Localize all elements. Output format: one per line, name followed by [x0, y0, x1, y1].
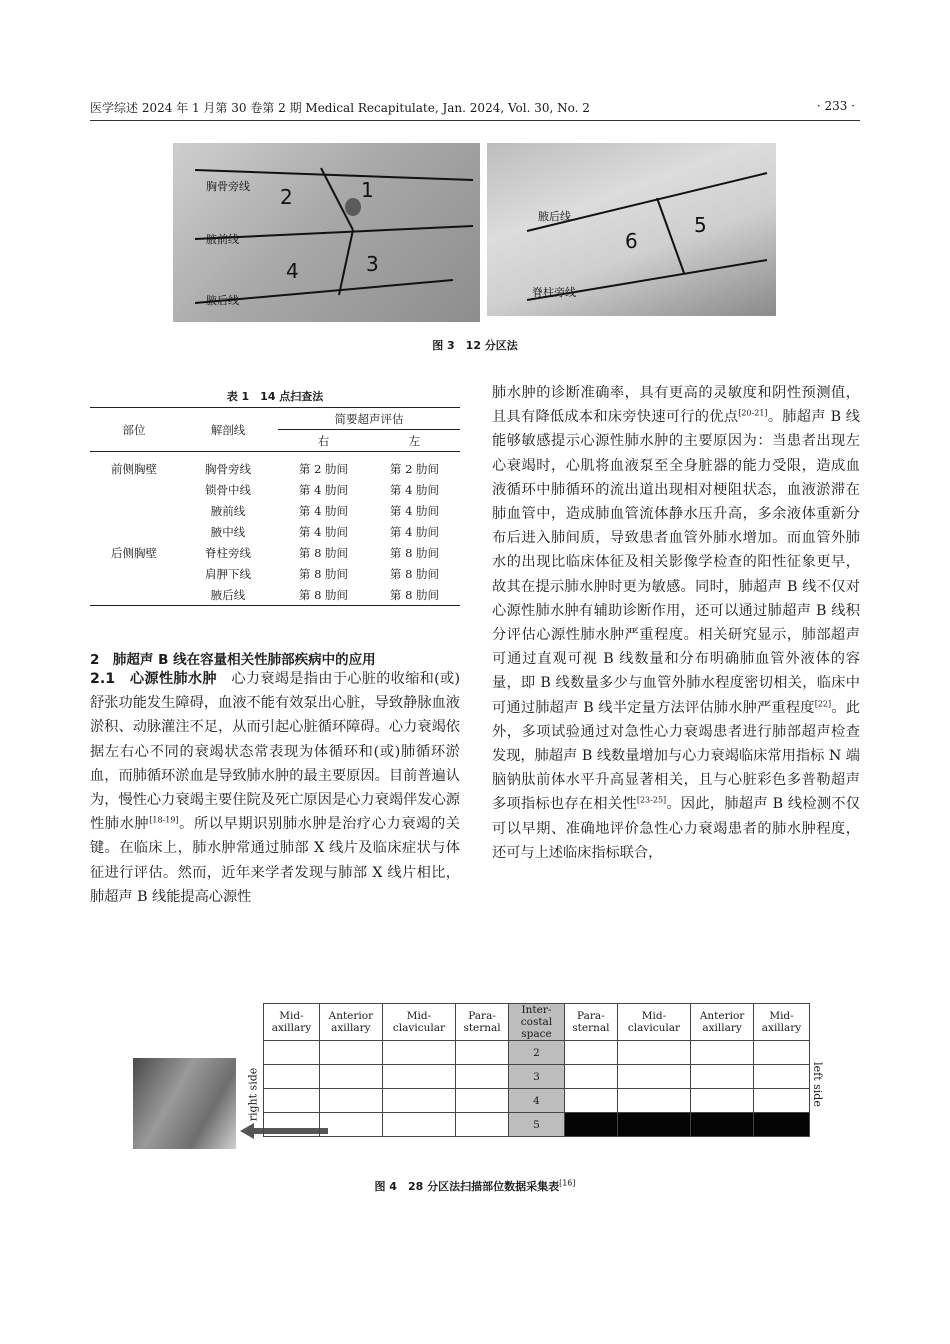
cell-part	[90, 563, 178, 584]
zone-6: 6	[625, 229, 638, 253]
table-row	[264, 1113, 810, 1137]
col-header: Mid- axillary	[264, 1004, 320, 1041]
cell-line: 胸骨旁线	[205, 461, 251, 476]
cell-line: 锁骨中线	[205, 482, 251, 497]
zone-divider-upper	[321, 168, 353, 230]
cell-left: 第 8 肋间	[369, 584, 460, 606]
cell-left: 第 4 肋间	[389, 482, 440, 497]
running-header: 医学综述 2024 年 1 月第 30 卷第 2 期 Medical Recapitulate, Jan. 2024, Vol. 30, No. 2	[90, 101, 590, 115]
cell-left: 第 2 肋间	[389, 461, 440, 476]
table-row	[264, 1041, 810, 1065]
cell-part: 后侧胸壁	[111, 545, 157, 560]
citation: [23-25]	[636, 795, 667, 805]
col-header: Mid- clavicular	[382, 1004, 455, 1041]
citation: [18-19]	[149, 815, 179, 825]
cell-right: 第 4 肋间	[298, 524, 349, 539]
col-header-intercostal: Inter-costal space	[508, 1004, 564, 1041]
zone-divider-lower	[339, 230, 353, 295]
space-number: 2	[508, 1041, 564, 1065]
space-number: 5	[508, 1113, 564, 1137]
label-posterior-axillary-back: 腋后线	[538, 210, 571, 223]
cell-left: 第 8 肋间	[389, 566, 440, 581]
paragraph-text: 。肺超声 B 线能够敏感提示心源性肺水肿的主要原因为：当患者出现左心衰竭时，心肌将血液泵至全身脏器的能力受限，造成血液循环中肺循环的流出道出现相对梗阻状态，血液淤滞在肺血管中，造成肺血管流体静水压升高，多余液体重新分布后进入肺间质，导致患者血管外肺水增加。而血管外肺水的出现比临床体征及相关影像学检查的阳性征象更早，故其在提示肺水肿时更为敏感。同时，肺超声 B 线不仅对心源性肺水肿有辅助诊断作用，还可以通过肺超声 B 线积分评估心源性肺水肿严重程度。相关研究显示，肺部超声可通过直观可视 B 线数量和分布明确肺血管外液体的容量，即 B 线数量多少与血管外肺水程度密切相关，临床中可通过肺超声 B 线半定量方法评估肺水肿严重程度	[492, 409, 860, 716]
cell-part	[90, 479, 178, 500]
table-row	[90, 452, 460, 480]
cell-part	[90, 500, 178, 521]
figure4-caption	[0, 1178, 950, 1194]
col-header: Anterior axillary	[691, 1004, 754, 1041]
table-row	[90, 542, 460, 563]
figure3-caption: 图 3 12 分区法	[432, 339, 518, 352]
figure4-table	[263, 1003, 810, 1137]
citation: [20-21]	[738, 408, 768, 418]
header-part: 部位	[90, 408, 178, 452]
header-right: 右	[278, 430, 369, 452]
zone-divider-back	[657, 198, 684, 273]
left-side-label: left side	[810, 1062, 824, 1107]
cell-left: 第 4 肋间	[389, 524, 440, 539]
cell-left: 第 8 肋间	[389, 545, 440, 560]
header-left: 左	[369, 430, 460, 452]
cell-right: 第 4 肋间	[298, 503, 349, 518]
cell-right: 第 2 肋间	[298, 461, 349, 476]
paragraph-text: 心力衰竭是指由于心脏的收缩和(或)舒张功能发生障碍，血液不能有效泵出心脏，导致静脉血液淤积、动脉灌注不足，从而引起心脏循环障碍。心力衰竭依据左右心不同的衰竭状态常表现为体循环和(或)肺循环淤血，而肺循环淤血是导致肺水肿的最主要原因。目前普遍认为，慢性心力衰竭主要住院及死亡原因是心力衰竭伴发心源性肺水肿	[90, 671, 460, 833]
figure4-caption-text: 图 4 28 分区法扫描部位数据采集表	[374, 1180, 560, 1193]
citation: [16]	[559, 1178, 576, 1188]
cell-part	[90, 584, 178, 606]
right-column-text	[492, 381, 860, 865]
citation: [22]	[814, 698, 832, 708]
table1	[90, 407, 460, 606]
label-paravertebral: 脊柱旁线	[532, 286, 576, 299]
cell-line: 肩胛下线	[205, 566, 251, 581]
table-row	[264, 1089, 810, 1113]
cell-part	[90, 521, 178, 542]
cell-line: 腋后线	[178, 584, 278, 606]
cell-right: 第 8 肋间	[278, 584, 369, 606]
left-column-text	[90, 667, 460, 909]
zone-5: 5	[694, 213, 707, 237]
right-side-label: right side	[246, 1067, 260, 1122]
cell-right: 第 8 肋间	[298, 545, 349, 560]
table1-caption: 表 1 14 点扫查法	[226, 390, 324, 403]
col-header: Anterior axillary	[319, 1004, 382, 1041]
label-anterior-axillary: 腋前线	[206, 233, 239, 246]
zone-1: 1	[361, 178, 374, 202]
col-header: Mid- axillary	[754, 1004, 810, 1041]
header-line: 解剖线	[178, 408, 278, 452]
table-row	[90, 500, 460, 521]
cell-line: 腋中线	[210, 524, 246, 539]
header-eval: 简要超声评估	[278, 408, 460, 430]
label-parasternal: 胸骨旁线	[206, 180, 250, 193]
header-rule	[90, 120, 860, 121]
table-row	[90, 563, 460, 584]
zone-2: 2	[280, 185, 293, 209]
figure4-patient-photo	[133, 1058, 236, 1149]
space-number: 3	[508, 1065, 564, 1089]
zone-3: 3	[366, 252, 379, 276]
zone-4: 4	[286, 259, 299, 283]
col-header: Para- sternal	[564, 1004, 617, 1041]
section-heading: 2 肺超声 B 线在容量相关性肺部疾病中的应用	[90, 652, 376, 668]
table-row	[90, 479, 460, 500]
paragraph-text: 。所以早期识别肺水肿是治疗心力衰竭的关键。在临床上，肺水肿常通过肺部 X 线片及临床症状与体征进行评估。然而，近年来学者发现与肺部 X 线片相比，肺超声 B 线能提高心源性	[90, 816, 460, 905]
subsection-label: 2.1 心源性肺水肿	[90, 671, 217, 687]
label-posterior-axillary: 腋后线	[206, 294, 239, 307]
paragraph-text: 。此外，多项试验通过对急性心力衰竭患者进行肺部超声检查发现，肺超声 B 线数量增加与心力衰竭临床常用指标 N 端脑钠肽前体水平升高显著相关，且与心脏彩色多普勒超声多项指标也存在相关性	[492, 699, 860, 813]
space-number: 4	[508, 1089, 564, 1113]
table-row	[90, 584, 460, 606]
cell-line: 脊柱旁线	[205, 545, 251, 560]
paragraph-text: 肺水肿的诊断准确率，具有更高的灵敏度和阴性预测值，且具有降低成本和床旁快速可行的优点	[492, 385, 860, 426]
figure3-photo-front	[173, 143, 480, 322]
table-row	[264, 1065, 810, 1089]
cell-line: 腋前线	[210, 503, 246, 518]
cell-right: 第 4 肋间	[298, 482, 349, 497]
table-row	[90, 521, 460, 542]
cell-right: 第 8 肋间	[298, 566, 349, 581]
page-number: · 233 ·	[816, 99, 855, 113]
paragraph-text: 。因此，肺超声 B 线检测不仅可以早期、准确地评价急性心力衰竭患者的肺水肿程度，还可与上述临床指标联合，	[492, 796, 860, 861]
col-header: Para- sternal	[456, 1004, 509, 1041]
cell-left: 第 4 肋间	[389, 503, 440, 518]
col-header: Mid- clavicular	[617, 1004, 690, 1041]
nipple-mark	[345, 198, 361, 216]
figure3-photo-back	[487, 143, 776, 316]
cell-part: 前侧胸壁	[111, 461, 157, 476]
